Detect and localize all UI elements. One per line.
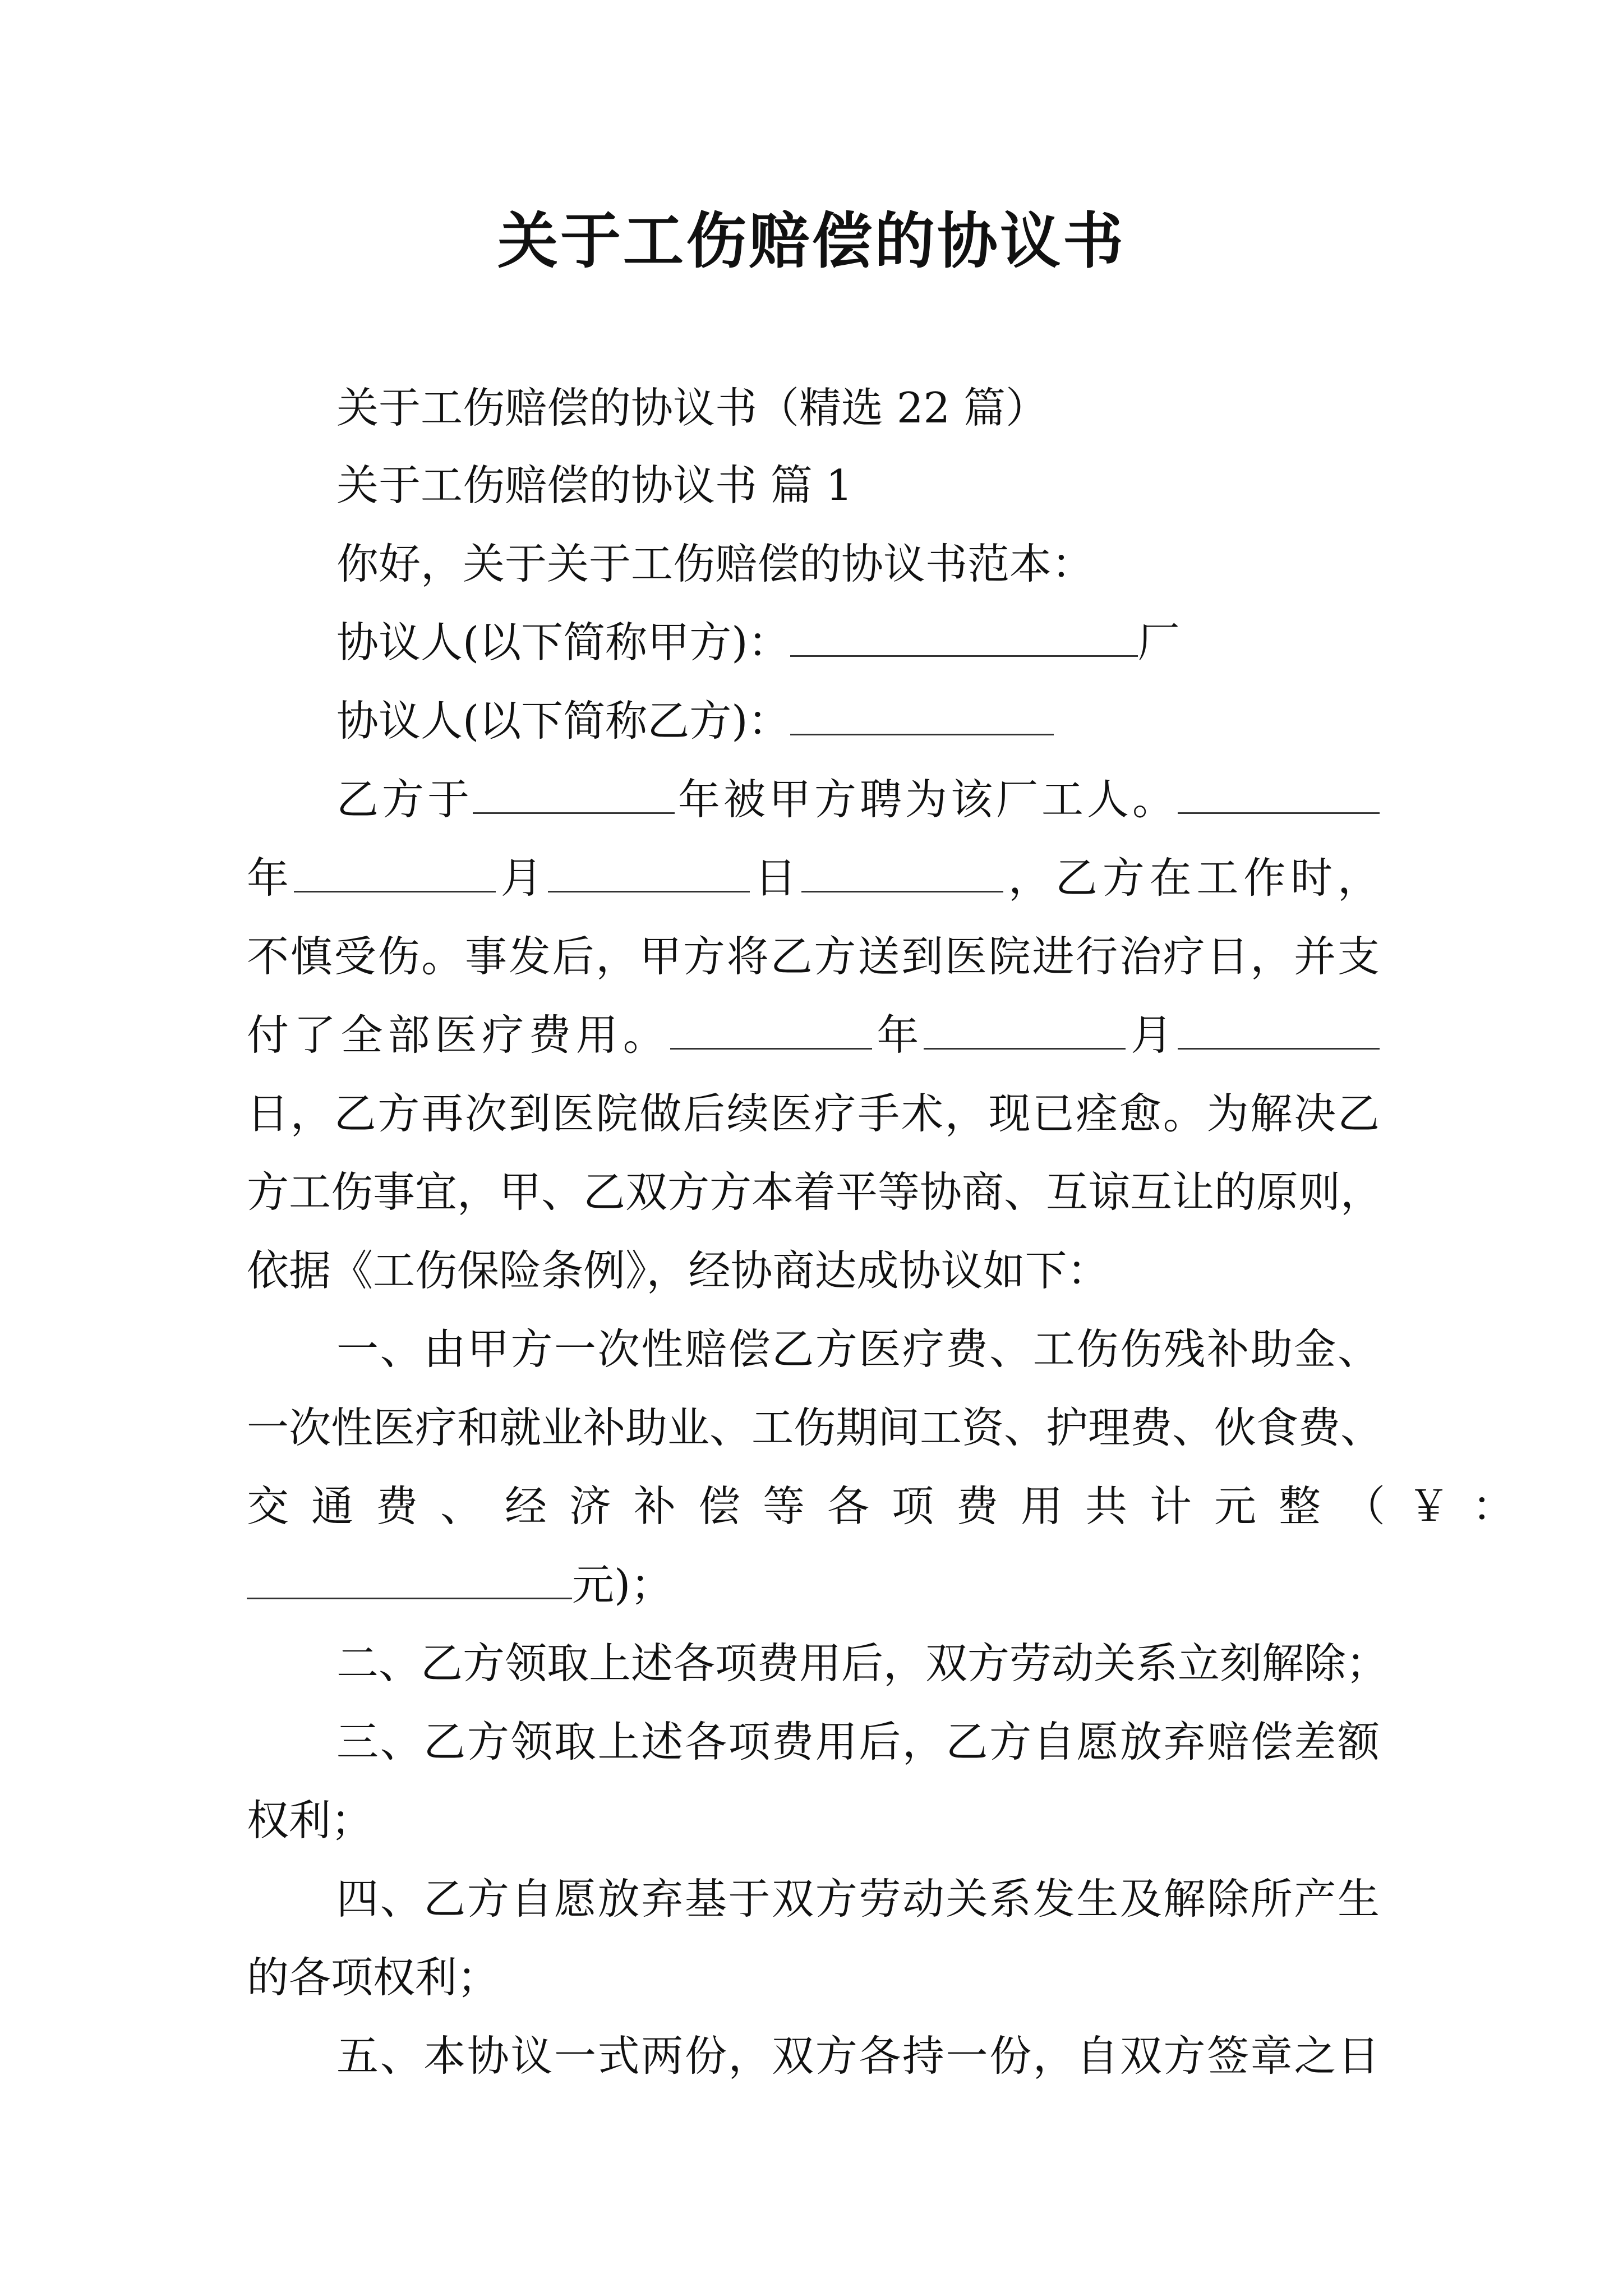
subtitle-line [336, 377, 1380, 439]
party-b-line [336, 690, 1380, 752]
body-line-9 [247, 1004, 1380, 1066]
text-segment: 日，乙方再次到医院做后续医疗手术，现已痊愈。为解决乙 [247, 1089, 1380, 1138]
text-segment: 依据《工伤保险条例》，经协商达成协议如下： [247, 1246, 1109, 1295]
section-heading [336, 454, 1380, 516]
text-segment: 年 [872, 1010, 924, 1060]
party-b-blank[interactable] [790, 699, 1054, 735]
text-segment: 元)； [572, 1560, 673, 1609]
greeting-line [336, 533, 1380, 595]
body-line-11 [247, 1161, 1383, 1223]
clause-1-line-2 [247, 1397, 1383, 1458]
injury-year-blank[interactable] [1178, 777, 1380, 814]
clause-1-line-3 [247, 1475, 1537, 1537]
injury-month-blank[interactable] [294, 856, 496, 892]
surgery-month-blank[interactable] [924, 1013, 1126, 1050]
clause-1-line-1 [336, 1318, 1380, 1380]
text-segment: 的各项权利； [247, 1953, 500, 2002]
party-a-suffix: 厂 [1137, 618, 1180, 667]
text-segment: 方工伤事宜，甲、乙双方方本着平等协商、互谅互让的原则， [247, 1167, 1383, 1217]
text-segment: 年被甲方聘为该厂工人。 [675, 775, 1178, 824]
body-line-8 [247, 926, 1380, 987]
greeting-text: 你好，关于关于工伤赔偿的协议书范本： [336, 539, 1094, 588]
hire-year-blank[interactable] [473, 777, 675, 814]
text-segment: 年 [247, 853, 294, 903]
text-segment: 交通费、经济补偿等各项费用共计元整（￥： [247, 1481, 1537, 1531]
text-segment: 二、乙方领取上述各项费用后，双方劳动关系立刻解除； [336, 1639, 1389, 1688]
clause-1-line-4 [247, 1554, 1380, 1616]
text-segment: 三、乙方领取上述各项费用后，乙方自愿放弃赔偿差额 [336, 1717, 1380, 1766]
clause-4-line-1 [336, 1868, 1380, 1930]
clause-3-line-2 [247, 1789, 1380, 1851]
text-segment: 四、乙方自愿放弃基于双方劳动关系发生及解除所产生 [336, 1874, 1380, 1924]
party-b-label: 协议人(以下简称乙方)： [336, 696, 790, 746]
text-segment: 不慎受伤。事发后，甲方将乙方送到医院进行治疗日，并支 [247, 932, 1380, 981]
text-segment: 日 [749, 853, 802, 903]
text-segment: ，乙方在工作时， [1003, 853, 1380, 903]
text-segment: 一次性医疗和就业补助业、工伤期间工资、护理费、伙食费、 [247, 1403, 1383, 1452]
body-line-7 [247, 847, 1380, 909]
text-segment: 月 [495, 853, 548, 903]
section-heading-text: 关于工伤赔偿的协议书 篇 1 [336, 461, 853, 510]
text-segment: 付了全部医疗费用。 [247, 1010, 670, 1060]
clause-4-line-2 [247, 1947, 1380, 2008]
amount-blank[interactable] [247, 1563, 572, 1599]
clause-5-line-1 [336, 2025, 1380, 2087]
injury-time-blank[interactable] [801, 856, 1003, 892]
body-line-12 [247, 1240, 1380, 1301]
document-title: 关于工伤赔偿的协议书 [497, 206, 1126, 277]
clause-3-line-1 [336, 1711, 1380, 1773]
surgery-year-blank[interactable] [670, 1013, 872, 1050]
text-segment: 月 [1126, 1010, 1178, 1060]
text-segment: 权利； [247, 1796, 374, 1845]
text-segment: 一、由甲方一次性赔偿乙方医疗费、工伤伤残补助金、 [336, 1324, 1380, 1374]
party-a-line [336, 611, 1380, 673]
subtitle-text: 关于工伤赔偿的协议书（精选 22 篇） [336, 383, 1048, 432]
clause-2 [336, 1632, 1389, 1694]
body-line-6 [336, 769, 1380, 830]
text-segment: 乙方于 [336, 775, 473, 824]
text-segment: 五、本协议一式两份，双方各持一份，自双方签章之日 [336, 2031, 1380, 2081]
party-a-blank[interactable] [790, 620, 1138, 657]
party-a-label: 协议人(以下简称甲方)： [336, 618, 790, 667]
surgery-day-blank[interactable] [1178, 1013, 1380, 1050]
injury-day-blank[interactable] [548, 856, 750, 892]
body-line-10 [247, 1083, 1380, 1144]
